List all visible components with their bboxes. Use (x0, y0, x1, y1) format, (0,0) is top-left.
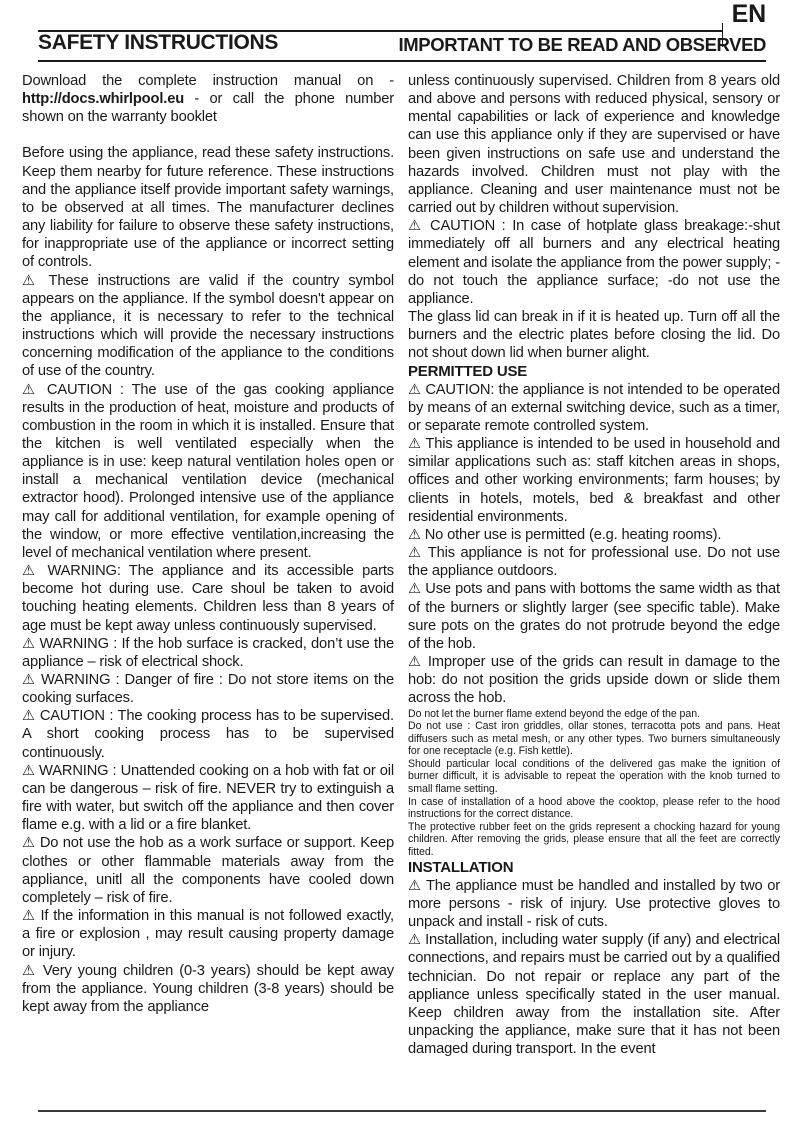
paragraph-children-continuation: unless continuously supervised. Children from 8 years old and above and persons with reduced physical, sensory or mental capabilities or lack of experience and knowledge can use this appliance only if they are supervised or have been given instructions on safe use and understand the hazards involved. Children must not play with the appliance. Cleaning and user maintenance must not be carried out by children without supervision. (408, 73, 780, 217)
paragraph-young-children-text: Very young children (0-3 years) should be kept away from the appliance. Young children (3-8 years) should be kept away from the appliance (22, 962, 394, 1015)
two-column-body (22, 72, 780, 1058)
warning-triangle-icon: ⚠ (22, 672, 36, 688)
warning-triangle-icon: ⚠ (408, 381, 422, 398)
warning-triangle-icon: ⚠ (408, 932, 421, 949)
paragraph-young-children (22, 962, 394, 1016)
warning-triangle-icon: ⚠ (22, 272, 40, 289)
note-burner-flame: Do not let the burner flame extend beyond the edge of the pan. (408, 707, 700, 720)
warning-triangle-icon: ⚠ (408, 436, 422, 453)
footer-rule (38, 1110, 766, 1112)
paragraph-caution-glass-breakage (408, 217, 780, 308)
manual-url[interactable]: http://docs.whirlpool.eu (22, 91, 185, 108)
section-heading-installation: INSTALLATION (408, 858, 514, 876)
note-do-not-use: Do not use : Cast iron griddles, ollar stones, terracotta pots and pans. Heat diffusers such as metal mesh, or any other types. Two burners simultaneously for one receptacle (e.g. Fish kettle). (408, 720, 780, 758)
warning-triangle-icon: ⚠ (22, 908, 36, 925)
warning-triangle-icon: ⚠ (22, 381, 39, 398)
warning-triangle-icon: ⚠ (22, 835, 36, 852)
page-subtitle: IMPORTANT TO BE READ AND OBSERVED (398, 33, 766, 55)
paragraph-grids-misuse (408, 653, 780, 707)
paragraph-caution-glass-breakage-text: CAUTION : In case of hotplate glass breakage:-shut immediately off all burners and any electrical heating element and isolate the appliance from the power supply; - do not touch the appliance surface; -do not use the appliance. (408, 218, 780, 307)
paragraph-country-symbol (22, 272, 394, 381)
language-badge: EN (731, 0, 766, 28)
paragraph-not-professional-use-text: This appliance is not for professional use. Do not use the appliance outdoors. (408, 545, 780, 580)
paragraph-qualified-technician (408, 931, 780, 1058)
warning-triangle-icon: ⚠ (408, 877, 422, 894)
left-column (22, 72, 394, 1058)
paragraph-warning-hot-parts-text: WARNING: The appliance and its accessible parts become hot during use. Care shoul be taken to avoid touching heating elements. Children less than 8 years of age must be kept away unless continuously supervised. (22, 563, 394, 634)
paragraph-warning-fire-danger-text: WARNING : Danger of fire : Do not store items on the cooking surfaces. (22, 672, 394, 707)
paragraph-caution-supervise-text: CAUTION : The cooking process has to be supervised. A short cooking process has to be supervised continuously. (22, 708, 394, 761)
paragraph-household-use (408, 435, 780, 526)
warning-triangle-icon: ⚠ (408, 545, 423, 562)
download-notice-part1: Download the complete instruction manual on - (22, 73, 394, 89)
paragraph-not-professional-use (408, 544, 780, 580)
paragraph-before-using: Before using the appliance, read these safety instructions. Keep them nearby for future reference. These instructions and the appliance itself provide important safety warnings, to be observed at all times. The manufacturer declines any liability for failure to observe these safety instructions, for inappropriate use of the appliance or incorrect setting of controls. (22, 145, 394, 271)
paragraph-no-other-use (408, 526, 780, 544)
title-underline (38, 60, 766, 62)
paragraph-no-work-surface (22, 834, 394, 907)
paragraph-manual-not-followed (22, 907, 394, 961)
paragraph-glass-lid: The glass lid can break in if it is heated up. Turn off all the burners and the electric plates before closing the lid. Do not shout down lid when burner alight. (408, 309, 780, 362)
warning-triangle-icon: ⚠ (22, 708, 36, 725)
paragraph-pots-and-pans (408, 580, 780, 653)
warning-triangle-icon: ⚠ (22, 762, 35, 779)
paragraph-no-work-surface-text: Do not use the hob as a work surface or support. Keep clothes or other flammable materials away from the appliance, unitl all the components have cooled down completely – risk of fire. (22, 835, 394, 906)
paragraph-warning-unattended-cooking-text: WARNING : Unattended cooking on a hob with fat or oil can be dangerous – risk of fire. NEVER try to extinguish a fire with water, but switch off the appliance and then cover flame e.g. with a lid or a fire blanket. (22, 762, 394, 834)
note-hood-installation: In case of installation of a hood above the cooktop, please refer to the hood instructions for the correct distance. (408, 795, 780, 821)
paragraph-manual-not-followed-text: If the information in this manual is not followed exactly, a fire or explosion , may result causing property damage or injury. (22, 908, 394, 961)
warning-triangle-icon: ⚠ (408, 218, 424, 235)
page-header (22, 0, 780, 62)
warning-triangle-icon: ⚠ (408, 581, 422, 598)
paragraph-warning-cracked-hob-text: WARNING : If the hob surface is cracked, don’t use the appliance – risk of electrical shock. (22, 635, 394, 670)
paragraph-warning-cracked-hob (22, 635, 394, 671)
warning-triangle-icon: ⚠ (22, 635, 36, 652)
paragraph-caution-gas-text: CAUTION : The use of the gas cooking appliance results in the production of heat, moisture and products of combustion in the room in which it is installed. Ensure that the kitchen is well ventilated especially when the appliance is in use: keep natural ventilation holes open or install a mechanical ventilation device (mechanical extractor hood). Prolonged intensive use of the appliance may call for additional ventilation, for example opening of the window, or more effective ventilation,increasing the level of mechanical ventilation where present. (22, 381, 394, 561)
download-notice (22, 72, 394, 126)
paragraph-warning-hot-parts (22, 562, 394, 635)
paragraph-country-symbol-text: These instructions are valid if the country symbol appears on the appliance. If the symbol doesn't appear on the appliance, it is necessary to refer to the technical instructions which will provide the necessary instructions concerning modification of the appliance to the conditions of use of the country. (22, 272, 394, 380)
warning-triangle-icon: ⚠ (408, 654, 423, 671)
paragraph-caution-supervise (22, 707, 394, 761)
paragraph-warning-fire-danger (22, 671, 394, 707)
warning-triangle-icon: ⚠ (22, 962, 37, 979)
paragraph-spacer (22, 126, 394, 144)
header-title-row (38, 32, 766, 54)
page-title: SAFETY INSTRUCTIONS (38, 31, 279, 54)
paragraph-household-use-text: This appliance is intended to be used in household and similar applications such as: staff kitchen areas in shops, offices and other working environments; farm houses; by clients in hotels, motels, bed & breakfast and other residential environments. (408, 436, 780, 525)
note-rubber-feet: The protective rubber feet on the grids represent a chocking hazard for young children. After removing the grids, please ensure that all the feet are correctly fitted. (408, 820, 780, 859)
paragraph-handling-installation-text: The appliance must be handled and installed by two or more persons - risk of injury. Use protective gloves to unpack and install - risk of cuts. (408, 877, 780, 931)
warning-triangle-icon: ⚠ (22, 563, 40, 580)
paragraph-pots-and-pans-text: Use pots and pans with bottoms the same width as that of the burners or slightly larger (see specific table). Make sure pots on the grates do not protrude beyond the edge of the hob. (408, 581, 780, 652)
right-column (408, 72, 780, 1058)
paragraph-caution-gas (22, 381, 394, 563)
note-ignition-difficulty: Should particular local conditions of the delivered gas make the ignition of burner difficult, it is advisable to repeat the operation with the knob turned to small flame setting. (408, 757, 780, 796)
warning-triangle-icon: ⚠ (408, 526, 421, 543)
paragraph-qualified-technician-text: Installation, including water supply (if any) and electrical connections, and repairs must be carried out by a qualified technician. Do not repair or replace any part of the appliance unless specifically stated in the user manual. Keep children away from the installation site. After unpacking the appliance, make sure that it has not been damaged during transport. In the event (408, 932, 780, 1058)
paragraph-no-other-use-text: No other use is permitted (e.g. heating rooms). (424, 526, 722, 543)
paragraph-caution-switching-device-text: CAUTION: the appliance is not intended to be operated by means of an external switching device, such as a timer, or separate remote controlled system. (408, 381, 780, 435)
paragraph-warning-unattended-cooking (22, 762, 394, 835)
paragraph-caution-switching-device (408, 381, 780, 435)
paragraph-grids-misuse-text: Improper use of the grids can result in damage to the hob: do not position the grids upside down or slide them across the hob. (408, 654, 780, 707)
section-heading-permitted-use: PERMITTED USE (408, 362, 528, 380)
paragraph-handling-installation (408, 877, 780, 931)
download-notice-part2: - or call the phone number shown on the warranty booklet (22, 91, 394, 126)
